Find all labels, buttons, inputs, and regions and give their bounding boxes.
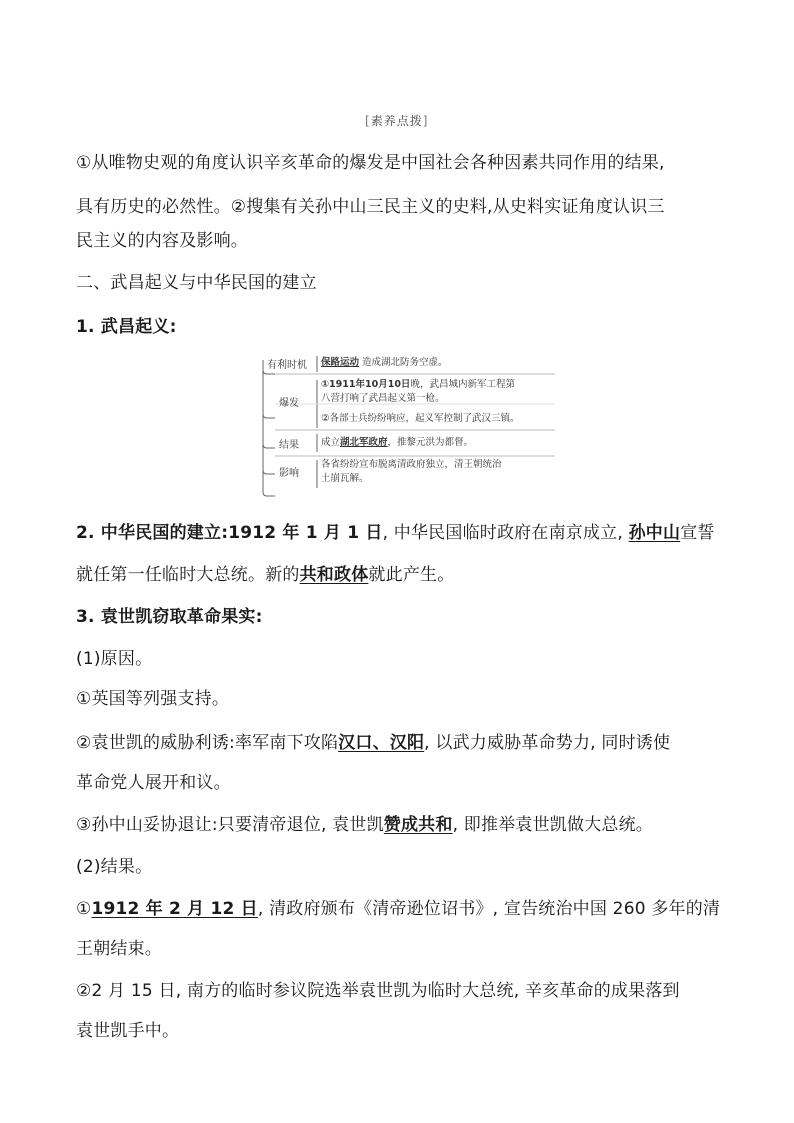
- diagram-row-timing: 保路运动 造成湖北防务空虚。: [321, 357, 448, 368]
- diagram-row-outbreak-1: ①1911年10月10日晚，武昌城内新军工程第: [321, 379, 515, 390]
- diagram-row-impact-2: 土崩瓦解。: [321, 473, 369, 484]
- wuchang-uprising-diagram: [255, 352, 555, 502]
- item2-line2: 就任第一任临时大总统。新的共和政体就此产生。: [76, 565, 455, 585]
- diagram-label-outbreak: 爆发: [279, 398, 299, 409]
- reason3-highlight: 赞成共和: [383, 815, 453, 835]
- para1-line2: 具有历史的必然性。②搜集有关孙中山三民主义的史料,从史料实证角度认识三: [76, 197, 665, 217]
- result2-line2: 袁世凯手中。: [76, 1021, 180, 1041]
- item3-title: 3. 袁世凯窃取革命果实:: [76, 607, 263, 627]
- result1-line1: ①1912 年 2 月 12 日, 清政府颁布《清帝逊位诏书》, 宣告统治中国 260 多年的清: [76, 899, 721, 919]
- diagram-row-impact-1: 各省纷纷宣布脱离清政府独立，清王朝统治: [321, 459, 502, 470]
- item2-line1: 2. 中华民国的建立:1912 年 1 月 1 日, 中华民国临时政府在南京成立, 孙中山宣誓: [76, 523, 715, 543]
- sub2-heading: (2)结果。: [76, 857, 153, 877]
- reason2-place: 汉口、汉阳: [338, 733, 425, 753]
- diagram-row-result: 成立湖北军政府，推黎元洪为都督。: [321, 437, 474, 448]
- reason2-line2: 革命党人展开和议。: [76, 773, 231, 793]
- result1-line2: 王朝结束。: [76, 939, 162, 959]
- para1-line3: 民主义的内容及影响。: [76, 231, 248, 251]
- item2-name: 孙中山: [628, 523, 681, 543]
- sub1-heading: (1)原因。: [76, 649, 153, 669]
- section-tag-text: 素养点拨: [370, 114, 423, 128]
- reason1: ①英国等列强支持。: [76, 689, 230, 709]
- section-heading: 二、武昌起义与中华民国的建立: [76, 273, 317, 293]
- diagram-connectors: [255, 352, 555, 502]
- diagram-row-outbreak-2: 八营打响了武昌起义第一枪。: [321, 393, 445, 404]
- item2-date: 1912 年 1 月 1 日: [228, 523, 383, 543]
- reason2-line1: ②袁世凯的威胁利诱:率军南下攻陷汉口、汉阳, 以武力威胁革命势力, 同时诱使: [76, 733, 671, 753]
- diagram-label-timing: 有利时机: [267, 360, 307, 371]
- item1-title: 1. 武昌起义:: [76, 317, 177, 337]
- diagram-label-impact: 影响: [279, 468, 299, 479]
- para1-line1: ①从唯物史观的角度认识辛亥革命的爆发是中国社会各种因素共同作用的结果,: [76, 153, 665, 173]
- section-tag: [素养点拨]: [365, 114, 429, 128]
- result2-line1: ②2 月 15 日, 南方的临时参议院选举袁世凯为临时大总统, 辛亥革命的成果落到: [76, 981, 680, 1001]
- diagram-row-outbreak-3: ②各部士兵纷纷响应，起义军控制了武汉三镇。: [321, 413, 520, 424]
- reason3: ③孙中山妥协退让:只要清帝退位, 袁世凯赞成共和, 即推举袁世凯做大总统。: [76, 815, 654, 835]
- item2-title: 2. 中华民国的建立:: [76, 523, 229, 543]
- diagram-label-result: 结果: [279, 440, 299, 451]
- item2-polity: 共和政体: [299, 565, 369, 585]
- result1-date: 1912 年 2 月 12 日: [91, 899, 258, 919]
